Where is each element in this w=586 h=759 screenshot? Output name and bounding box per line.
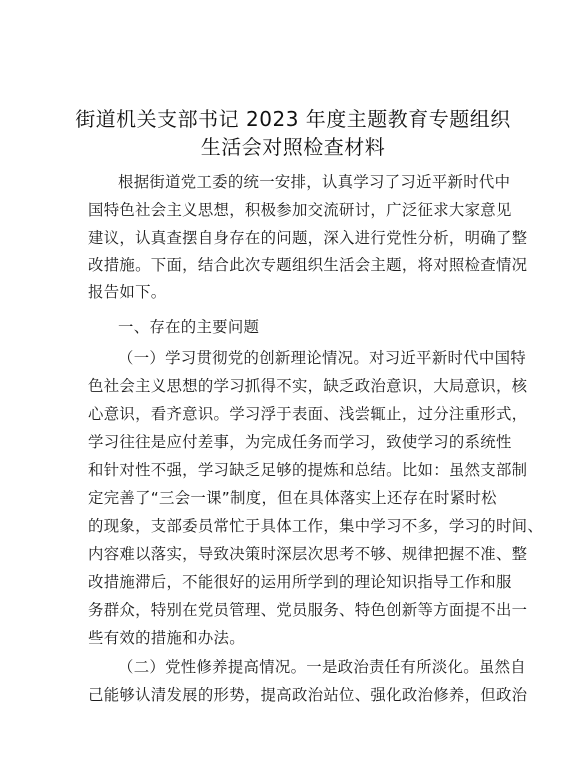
paragraph-line: 些有效的措施和办法。 xyxy=(88,629,245,647)
paragraph-line: 色社会主义思想的学习抓得不实，缺乏政治意识，大局意识，核 xyxy=(88,377,528,395)
paragraph-line: 根据街道党工委的统一安排，认真学习了习近平新时代中 xyxy=(118,173,511,191)
paragraph-line: 建议，认真查摆自身存在的问题，深入进行党性分析，明确了整 xyxy=(88,229,528,247)
paragraph-line: 心意识，看齐意识。学习浮于表面、浅尝辄止，过分注重形式， xyxy=(88,405,528,423)
paragraph-line: 和针对性不强，学习缺乏足够的提炼和总结。比如：虽然支部制 xyxy=(88,461,528,479)
paragraph-line: 改措施。下面，结合此次专题组织生活会主题，将对照检查情况 xyxy=(88,256,528,274)
document-title-line-1: 街道机关支部书记 2023 年度主题教育专题组织 xyxy=(75,107,511,131)
paragraph-line: 务群众，特别在党员管理、党员服务、特色创新等方面提不出一 xyxy=(88,601,528,619)
paragraph-line: 报告如下。 xyxy=(88,283,167,301)
paragraph-line: 国特色社会主义思想，积极参加交流研讨，广泛征求大家意见 xyxy=(88,201,512,219)
paragraph-line: 学习往往是应付差事，为完成任务而学习，致使学习的系统性 xyxy=(88,433,512,451)
paragraph-line: （一）学习贯彻党的创新理论情况。对习近平新时代中国特 xyxy=(118,349,526,367)
paragraph-line: （二）党性修养提高情况。一是政治责任有所淡化。虽然自 xyxy=(118,658,526,676)
paragraph-line: 改措施滞后，不能很好的运用所学到的理论知识指导工作和服 xyxy=(88,573,512,591)
document-title-line-2: 生活会对照检查材料 xyxy=(200,135,386,159)
section-heading: 一、存在的主要问题 xyxy=(118,318,260,336)
paragraph-line: 己能够认清发展的形势，提高政治站位、强化政治修养，但政治 xyxy=(88,686,528,704)
paragraph-line: 内容难以落实，导致决策时深层次思考不够、规律把握不准、整 xyxy=(88,545,528,563)
paragraph-line: 定完善了“三会一课”制度，但在具体落实上还存在时紧时松 xyxy=(88,489,497,507)
paragraph-line: 的现象，支部委员常忙于具体工作，集中学习不多，学习的时间、 xyxy=(88,517,544,535)
